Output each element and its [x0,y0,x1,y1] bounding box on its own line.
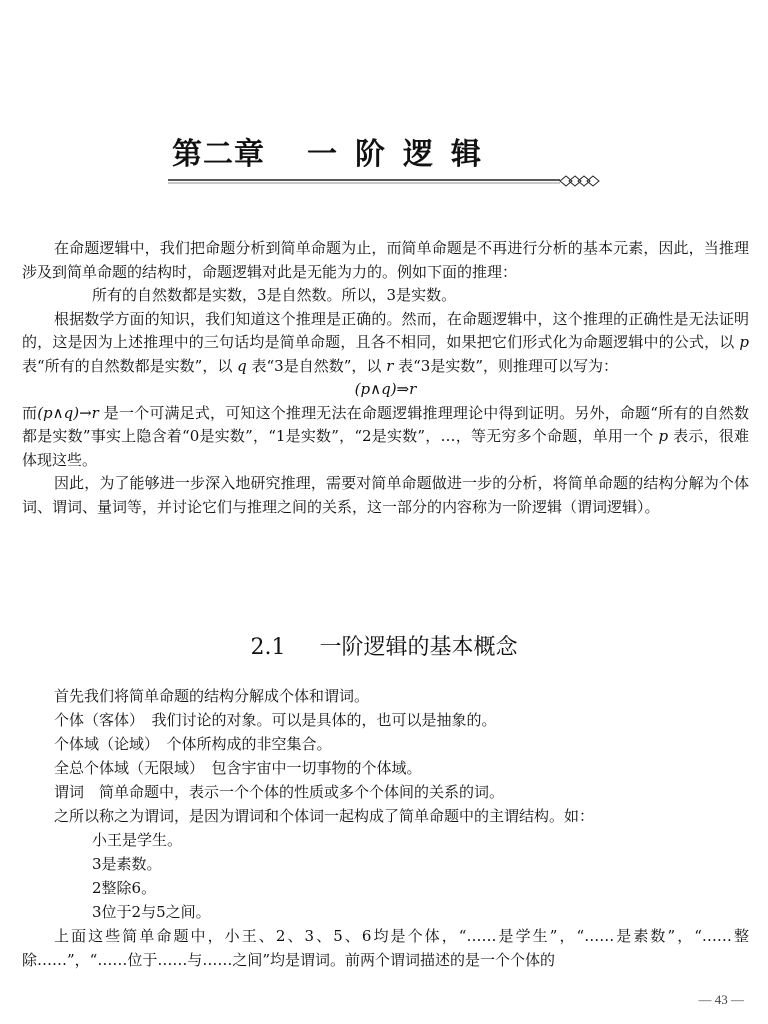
definition-line: 个体（客体） 我们讨论的对象。可以是具体的，也可以是抽象的。 [54,711,497,729]
inline-formula: (p∧q)→r [37,403,99,422]
paragraph: 根据数学方面的知识，我们知道这个推理是正确的。然而，在命题逻辑中，这个推理的正确性是无法证明的，这是因为上述推理中的三句话均是简单命题，且各不相同，如果把它们形式化为命题逻辑中的公式，以 p 表“所有的自然数都是实数”，以 q 表“3是自然数”，以 r 表“3是实数”，则推理可以写为： [22,309,749,375]
paragraph: 上面这些简单命题中，小王、2、3、5、6均是个体，“……是学生”，“……是素数”，“……整除……”，“……位于……与……之间”均是谓词。前两个谓词描述的是一个个体的 [22,927,749,969]
section-name: 一阶逻辑的基本概念 [319,635,518,660]
example-sentence: 3位于2与5之间。 [92,903,211,921]
paragraph: 而(p∧q)→r 是一个可满足式，可知这个推理无法在命题逻辑推理理论中得到证明。另外，命题“所有的自然数都是实数”事实上隐含着“0是实数”，“1是实数”，“2是实数”，…，等无穷多个命题，单用一个 p 表示，很难体现这些。 [22,403,749,469]
definition-line: 首先我们将简单命题的结构分解成个体和谓词。 [54,687,370,705]
paragraph: 在命题逻辑中，我们把命题分析到简单命题为止，而简单命题是不再进行分析的基本元素，因此，当推理涉及到简单命题的结构时，命题逻辑对此是无能为力的。例如下面的推理： [22,239,749,281]
definition-line: 谓词 简单命题中，表示一个个体的性质或多个个体间的关系的词。 [54,783,505,801]
section-text [22,684,749,972]
variable-p: p [658,427,669,445]
chapter-title-rule [0,174,768,190]
example-sentence: 所有的自然数都是实数，3是自然数。所以，3是实数。 [92,286,457,304]
chapter-number: 第二章 [172,137,265,172]
definition-line: 全总个体域（无限域） 包含宇宙中一切事物的个体域。 [54,759,422,777]
section-number: 2.1 [250,635,286,660]
example-sentence: 3是素数。 [92,855,162,873]
intro-text [22,237,749,519]
formula: (p∧q)⇒r [354,380,417,398]
page-number: — 43 — [698,992,744,1007]
example-sentence: 2整除6。 [92,879,157,897]
section-title [0,632,768,664]
chapter-title [172,137,499,173]
chapter-name: 一阶逻辑 [307,137,499,172]
variable-r: r [386,356,394,375]
example-sentence: 小王是学生。 [92,831,183,849]
definition-line: 之所以称之为谓词，是因为谓词和个体词一起构成了简单命题中的主谓结构。如： [54,807,595,825]
variable-q: q [237,356,247,375]
definition-line: 个体域（论域） 个体所构成的非空集合。 [54,735,332,753]
paragraph: 因此，为了能够进一步深入地研究推理，需要对简单命题做进一步的分析，将简单命题的结构分解为个体词、谓词、量词等，并讨论它们与推理之间的关系，这一部分的内容称为一阶逻辑（谓词逻辑）。 [22,474,749,516]
variable-p: p [739,333,749,351]
